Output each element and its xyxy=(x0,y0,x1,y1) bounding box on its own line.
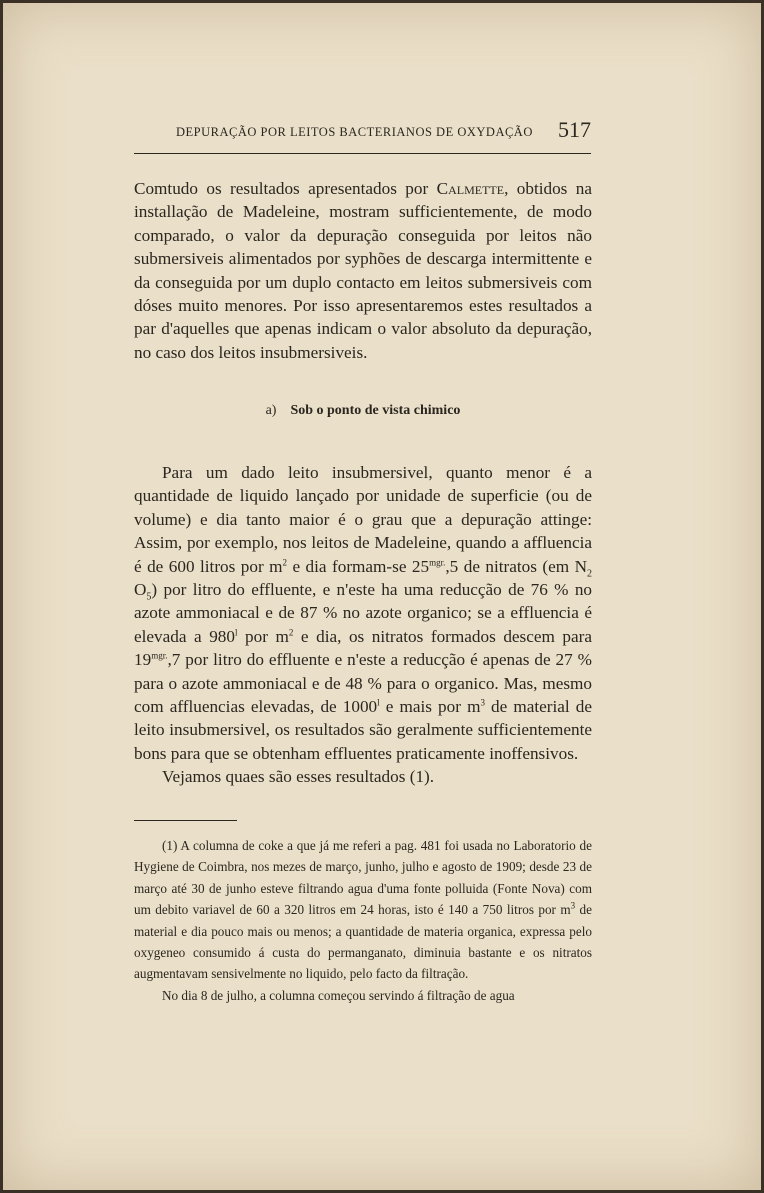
superscript: l xyxy=(377,697,380,708)
footnote xyxy=(134,835,592,1006)
text-segment: O xyxy=(134,580,147,600)
text-segment: por m xyxy=(237,626,289,646)
text-segment: para o organico. Mas, mesmo com affluencias elevadas, de 1000 xyxy=(134,673,592,717)
text-segment: ,7 por litro do effluente e n'este a reducção é apenas de 27 % xyxy=(167,650,592,670)
text-segment: para o azote ammoniacal e de 48 % xyxy=(134,673,382,693)
section-title: Sob o ponto de vista chimico xyxy=(290,403,461,418)
superscript: l xyxy=(234,627,238,638)
paragraph-2 xyxy=(134,461,592,765)
page-number: 517 xyxy=(558,117,591,142)
footnote-divider xyxy=(134,820,237,821)
paragraph-3: Vejamos quaes são esses resultados (1). xyxy=(162,767,435,787)
superscript: 2 xyxy=(288,627,294,638)
text-segment: no azote ammoniacal e de 87 % xyxy=(134,580,592,623)
paragraph-1-lead: Comtudo os resultados apresentados por xyxy=(134,179,437,198)
page-header xyxy=(134,117,591,154)
text-segment: ) por litro do effluente, e n'este ha uma reducção de 76 % xyxy=(151,580,569,600)
text-segment: e dia, os nitratos formados descem para 19 xyxy=(134,626,592,670)
section-label: a) xyxy=(265,403,277,418)
section-heading xyxy=(134,403,592,419)
running-head: DEPURAÇÃO POR LEITOS BACTERIANOS DE OXYDAÇÃO xyxy=(176,125,533,139)
paragraph-2-block xyxy=(134,461,592,789)
paragraph-1 xyxy=(134,177,592,364)
superscript: mgr. xyxy=(429,556,446,567)
text-segment: de material e dia pouco mais ou menos; a quantidade de materia organica, expressa pelo oxygeneo consumido á custa do permanganato, diminuia bastante e os nitratos augmentavam sensivelmente no liquido, pelo facto da filtração. xyxy=(134,902,592,982)
text-segment: (1) A columna de coke a que já me referi a pag. 481 foi usada no Laboratorio de Hygiene de Coimbra, nos mezes de março, junho, julho e agosto de 1909; desde 23 de março até 30 de junho esteve filtrando agua d'uma fonte polluida (Fonte Nova) com um debito variavel de 60 a 320 litros em 24 horas, isto é 140 a 750 litros por m xyxy=(134,838,592,918)
subscript: 5 xyxy=(146,591,152,603)
subscript: 2 xyxy=(587,568,592,580)
superscript: 2 xyxy=(282,556,288,567)
text-segment: e mais por m xyxy=(379,697,481,717)
text-segment: de material de leito insubmersivel, os resultados são geralmente sufficientemente bons para que se obtenham effluentes praticamente inoffensivos. xyxy=(134,697,592,763)
superscript: mgr. xyxy=(151,650,168,661)
footnote-paragraph-1 xyxy=(134,835,592,985)
text-segment: no azote organico; se a effluencia é elevada a 980 xyxy=(134,603,592,646)
text-segment: e dia formam-se 25 xyxy=(287,556,430,576)
superscript: 3 xyxy=(480,697,485,708)
text-segment: Para um dado leito insubmersivel, quanto menor é a quantidade de liquido lançado por unidade de superficie (ou de volume) e dia tanto maior é o grau que a depuração attinge: Assim, por exemplo, nos leitos de Madeleine, quando a affluencia é de 600 litros por m xyxy=(134,463,592,576)
paragraph-1-rest: , obtidos na installação de Madeleine, mostram sufficientemente, de modo comparado, o valor da depuração conseguida por leitos não submersiveis alimentados por syphões de descarga intermittente e da conseguida por um duplo contacto em leitos submersiveis com dóses muito menores. Por isso apresentaremos estes resultados a par d'aquelles que apenas indicam o valor absoluto da depuração, no caso dos leitos insubmersiveis. xyxy=(134,179,592,362)
text-segment: ,5 de nitratos (em N xyxy=(445,556,587,576)
author-name: Calmette xyxy=(436,179,505,198)
footnote-paragraph-2: No dia 8 de julho, a columna começou servindo á filtração de agua xyxy=(162,987,515,1003)
superscript: 3 xyxy=(570,900,576,911)
